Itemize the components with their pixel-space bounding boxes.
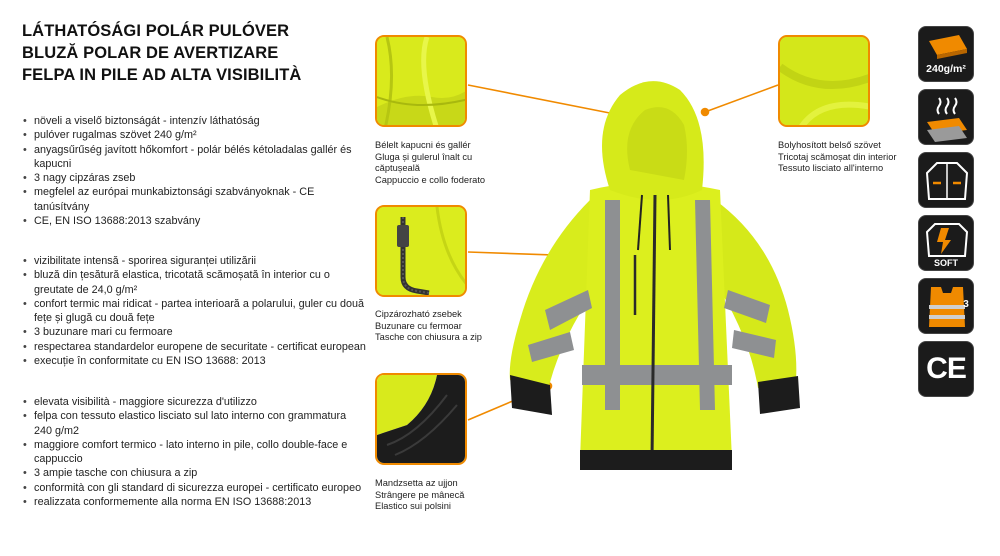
list-item: • anyagsűrűség javított hőkomfort - polár bélés kétoladalas gallér és kapucni: [22, 143, 367, 172]
list-item: • elevata visibilità - maggiore sicurezza d'utilizzo: [22, 395, 367, 409]
cuff-detail-thumb: [375, 373, 467, 465]
title-hu: LÁTHATÓSÁGI POLÁR PULÓVER: [22, 22, 290, 40]
hood-detail-image: [377, 37, 467, 127]
pocket-detail-caption: Cipzározható zsebek Buzunare cu fermoar Tasche con chiusura a zip: [375, 309, 482, 343]
list-item: • növeli a viselő biztonságát - intenzív láthatóság: [22, 114, 367, 128]
list-item: • felpa con tessuto elastico lisciato sul lato interno con grammatura 240 g/m2: [22, 409, 367, 438]
lining-detail-caption: Bolyhosított belső szövet Tricotaj scămoșat din interior Tessuto lisciato all'interno: [778, 140, 897, 174]
list-item: • bluză din țesătură elastica, tricotată scămoșată în interior cu o greutate de 24,0 g/m²: [22, 268, 367, 297]
ce-mark-icon: [918, 341, 974, 397]
thermal-comfort-icon: [918, 89, 974, 145]
zip-pocket-image: [377, 207, 467, 297]
list-item: • execuție în conformitate cu EN ISO 13688: 2013: [22, 354, 367, 368]
list-item: • 3 buzunare mari cu fermoare: [22, 325, 367, 339]
cuff-detail-caption: Mandzsetta az ujjon Strângere pe mânecă Elastico sui polsini: [375, 478, 465, 512]
hivis-class-icon: [918, 278, 974, 334]
list-item: • respectarea standardelor europene de securitate - certificat european: [22, 340, 367, 354]
list-item: • 3 ampie tasche con chiusura a zip: [22, 466, 367, 480]
list-item: • pulóver rugalmas szövet 240 g/m²: [22, 128, 367, 142]
list-item: • CE, EN ISO 13688:2013 szabvány: [22, 214, 367, 228]
list-item: • maggiore comfort termico - lato interno in pile, collo double-face e cappuccio: [22, 438, 367, 467]
jacket-pockets-icon: [918, 152, 974, 208]
pocket-detail-thumb: [375, 205, 467, 297]
fabric-weight-label: 240g/m²: [926, 63, 966, 75]
ce-label: CE: [926, 352, 966, 385]
hood-detail-thumb: [375, 35, 467, 127]
hivis-class-label: 3: [963, 299, 969, 310]
fabric-weight-icon: [918, 26, 974, 82]
title-it: FELPA IN PILE AD ALTA VISIBILITÀ: [22, 66, 302, 84]
feature-icons: [918, 26, 976, 404]
cuff-image: [377, 375, 467, 465]
soft-fabric-icon: [918, 215, 974, 271]
jacket-illustration: [470, 40, 830, 480]
title-ro: BLUZĂ POLAR DE AVERTIZARE: [22, 44, 279, 62]
list-item: • 3 nagy cipzáras zseb: [22, 171, 367, 185]
list-item: • confort termic mai ridicat - partea interioară a polarului, guler cu două fețe și glugă cu două fețe: [22, 297, 367, 326]
hood-detail-caption: Bélelt kapucni és gallér Gluga și gulerul înalt cu căptușeală Cappuccio e collo foderato: [375, 140, 486, 185]
list-item: • conformità con gli standard di sicurezza europei - certificato europeo: [22, 481, 367, 495]
list-item: • megfelel az európai munkabiztonsági szabványoknak - CE tanúsítvány: [22, 185, 367, 214]
list-item: • realizzata conformemente alla norma EN ISO 13688:2013: [22, 495, 367, 509]
soft-label: SOFT: [934, 258, 958, 268]
list-item: • vizibilitate intensă - sporirea siguranței utilizării: [22, 254, 367, 268]
